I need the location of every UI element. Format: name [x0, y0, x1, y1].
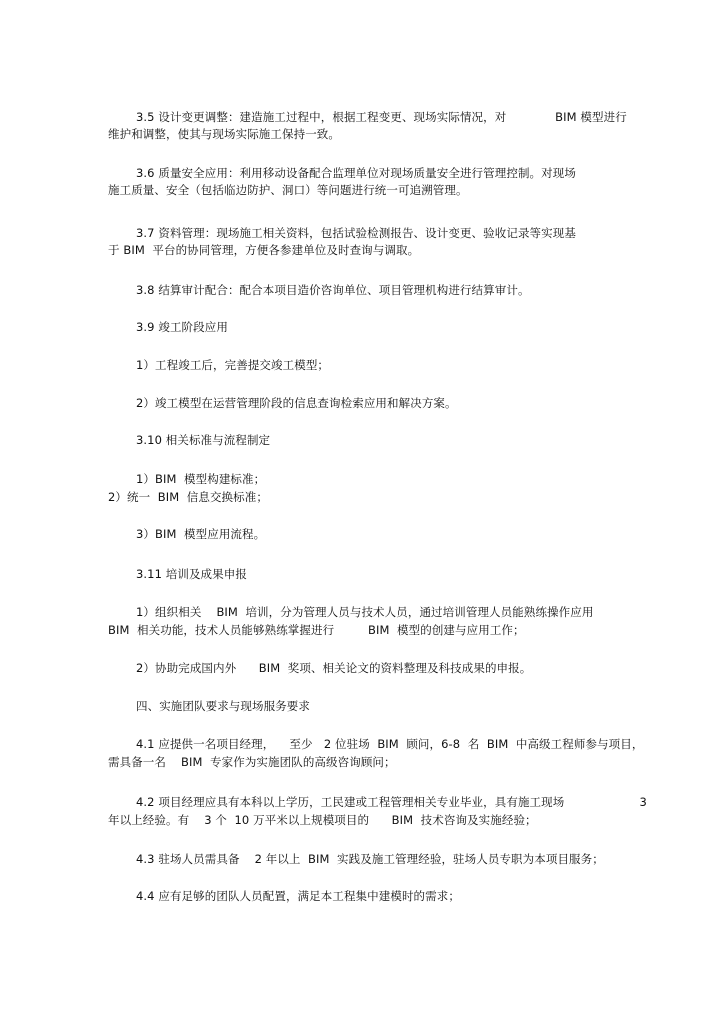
section-3-7-line-2: 于 BIM 平台的协同管理，方便各参建单位及时查询与调取。: [108, 243, 420, 257]
section-3-9-item-2: 2）竣工模型在运营管理阶段的信息查询检索应用和解决方案。: [136, 396, 457, 410]
heading-3-11: 3.11 培训及成果申报: [136, 567, 247, 581]
section-4-2-line-2: 年以上经验。有 3 个 10 万平米以上规模项目的 BIM 技术咨询及实施经验；: [108, 813, 537, 827]
section-3-7-line-1: 3.7 资料管理：现场施工相关资料，包括试验检测报告、设计变更、验收记录等实现基: [136, 226, 576, 240]
section-4-1-line-2: 需具备一名 BIM 专家作为实施团队的高级咨询顾问；: [108, 755, 396, 769]
section-3-9-item-1: 1）工程竣工后，完善提交竣工模型；: [136, 358, 330, 372]
section-4-1-line-1: 4.1 应提供一名项目经理， 至少 2 位驻场 BIM 顾问，6-8 名 BIM 中高级工程师参与项目，: [136, 737, 644, 751]
heading-3-9: 3.9 竣工阶段应用: [136, 320, 228, 334]
section-3-6-line-1: 3.6 质量安全应用：利用移动设备配合监理单位对现场质量安全进行管理控制。对现场: [136, 166, 576, 180]
section-4-2-line-1: 4.2 项目经理应具有本科以上学历，工民建或工程管理相关专业毕业，具有施工现场 3: [136, 795, 647, 809]
section-3-8: 3.8 结算审计配合：配合本项目造价咨询单位、项目管理机构进行结算审计。: [136, 283, 530, 297]
section-3-11-item-1-line-1: 1）组织相关 BIM 培训，分为管理人员与技术人员，通过培训管理人员能熟练操作应用: [136, 605, 594, 619]
section-4-4: 4.4 应有足够的团队人员配置，满足本工程集中建模时的需求；: [136, 889, 460, 903]
heading-4: 四、实施团队要求与现场服务要求: [136, 699, 310, 713]
section-3-5-line-2: 维护和调整，使其与现场实际施工保持一致。: [108, 127, 340, 141]
heading-3-10: 3.10 相关标准与流程制定: [136, 433, 271, 447]
section-4-3: 4.3 驻场人员需具备 2 年以上 BIM 实践及施工管理经验，驻场人员专职为本项目服务；: [136, 852, 604, 866]
section-3-5-line-1: 3.5 设计变更调整：建造施工过程中，根据工程变更、现场实际情况，对 BIM 模型进行: [136, 110, 627, 124]
section-3-10-item-1: 1）BIM 模型构建标准；: [136, 472, 266, 486]
section-3-11-item-1-line-2: BIM 相关功能，技术人员能够熟练掌握进行 BIM 模型的创建与应用工作；: [108, 623, 525, 637]
section-3-6-line-2: 施工质量、安全（包括临边防护、洞口）等问题进行统一可追溯管理。: [108, 183, 468, 197]
section-3-10-item-2: 2）统一 BIM 信息交换标准；: [108, 490, 268, 504]
section-3-10-item-3: 3）BIM 模型应用流程。: [136, 527, 266, 541]
section-3-11-item-2: 2）协助完成国内外 BIM 奖项、相关论文的资料整理及科技成果的申报。: [136, 661, 532, 675]
